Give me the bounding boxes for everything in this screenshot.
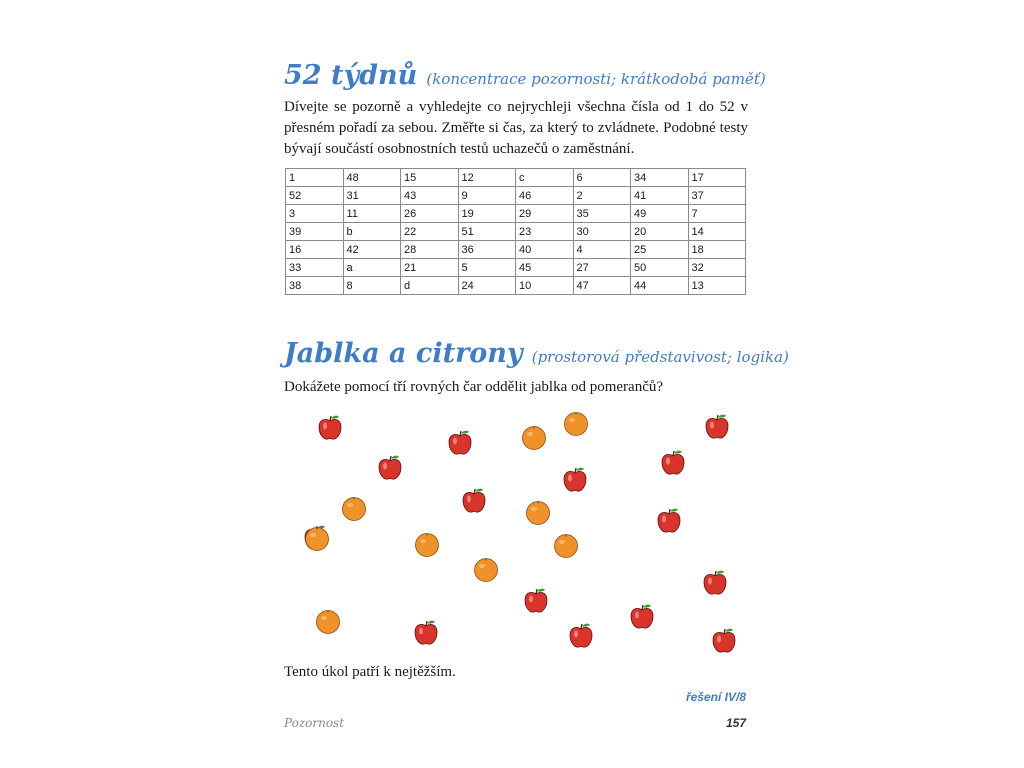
table-cell: 48 <box>343 169 401 187</box>
table-cell: 8 <box>343 277 401 295</box>
table-cell: 3 <box>286 205 344 223</box>
table-cell: 14 <box>688 223 746 241</box>
table-cell: 37 <box>688 187 746 205</box>
table-cell: 45 <box>516 259 574 277</box>
table-cell: 2 <box>573 187 631 205</box>
table-row <box>286 169 746 187</box>
table-cell: 25 <box>631 241 689 259</box>
table-cell: 6 <box>573 169 631 187</box>
section-title-52-tydnu <box>284 62 766 89</box>
page-number: 157 <box>725 716 746 730</box>
apple-icon <box>700 568 730 598</box>
section-title-main: Jablka a citrony <box>284 338 523 369</box>
table-cell: 19 <box>458 205 516 223</box>
table-cell: d <box>401 277 459 295</box>
table-cell: 33 <box>286 259 344 277</box>
table-cell: 18 <box>688 241 746 259</box>
chapter-title: Pozornost <box>284 716 345 730</box>
apple-icon <box>566 621 596 651</box>
apple-icon <box>459 486 489 516</box>
table-cell: a <box>343 259 401 277</box>
table-cell: 42 <box>343 241 401 259</box>
table-cell: 35 <box>573 205 631 223</box>
instructions-paragraph: Dívejte se pozorně a vyhledejte co nejrychleji všechna čísla od 1 do 52 v přesném pořadí za sebou. Změřte si čas, za který to zvládnete. Podobné testy bývají součástí osobnostních testů uchazečů o zaměstnání. <box>284 99 748 157</box>
table-cell: 20 <box>631 223 689 241</box>
table-cell: 40 <box>516 241 574 259</box>
table-cell: 31 <box>343 187 401 205</box>
orange-icon <box>339 493 369 523</box>
apple-icon <box>658 448 688 478</box>
table-cell: c <box>516 169 574 187</box>
table-cell: 51 <box>458 223 516 241</box>
section-title-jablka-a-citrony <box>284 340 789 367</box>
table-cell: 17 <box>688 169 746 187</box>
table-cell: 26 <box>401 205 459 223</box>
table-row <box>286 277 746 295</box>
puzzle-question: Dokážete pomocí tří rovných čar oddělit jablka od pomerančů? <box>284 379 664 395</box>
apple-icon <box>445 428 475 458</box>
table-cell: 16 <box>286 241 344 259</box>
table-cell: 22 <box>401 223 459 241</box>
table-cell: 10 <box>516 277 574 295</box>
orange-icon <box>561 408 591 438</box>
table-cell: 32 <box>688 259 746 277</box>
table-row <box>286 205 746 223</box>
apple-icon <box>702 412 732 442</box>
table-cell: 36 <box>458 241 516 259</box>
table-row <box>286 187 746 205</box>
section-title-subtitle: (koncentrace pozornosti; krátkodobá paměť) <box>426 70 766 88</box>
table-cell: 34 <box>631 169 689 187</box>
table-cell: 12 <box>458 169 516 187</box>
solution-reference: řešení IV/8 <box>685 690 746 704</box>
apple-icon <box>627 602 657 632</box>
number-grid <box>285 168 746 295</box>
table-cell: 11 <box>343 205 401 223</box>
table-cell: 23 <box>516 223 574 241</box>
table-cell: 46 <box>516 187 574 205</box>
table-cell: 49 <box>631 205 689 223</box>
apple-icon <box>411 618 441 648</box>
apple-icon <box>560 465 590 495</box>
section-title-main: 52 týdnů <box>284 60 418 91</box>
table-cell: 38 <box>286 277 344 295</box>
apple-icon <box>375 453 405 483</box>
apple-icon <box>315 413 345 443</box>
table-cell: 1 <box>286 169 344 187</box>
table-cell: 28 <box>401 241 459 259</box>
orange-icon <box>551 530 581 560</box>
difficulty-note: Tento úkol patří k nejtěžším. <box>284 664 456 680</box>
orange-icon <box>471 554 501 584</box>
table-row <box>286 259 746 277</box>
apple-icon <box>654 506 684 536</box>
orange-icon <box>302 523 332 553</box>
table-cell: 47 <box>573 277 631 295</box>
table-cell: 13 <box>688 277 746 295</box>
orange-icon <box>313 606 343 636</box>
table-cell: 50 <box>631 259 689 277</box>
table-cell: 24 <box>458 277 516 295</box>
table-row <box>286 241 746 259</box>
table-cell: 52 <box>286 187 344 205</box>
table-cell: 30 <box>573 223 631 241</box>
table-cell: 27 <box>573 259 631 277</box>
orange-icon <box>519 422 549 452</box>
table-cell: 5 <box>458 259 516 277</box>
table-cell: 29 <box>516 205 574 223</box>
table-cell: b <box>343 223 401 241</box>
table-cell: 39 <box>286 223 344 241</box>
table-cell: 15 <box>401 169 459 187</box>
table-cell: 9 <box>458 187 516 205</box>
table-cell: 7 <box>688 205 746 223</box>
table-cell: 4 <box>573 241 631 259</box>
table-cell: 21 <box>401 259 459 277</box>
apple-icon <box>521 586 551 616</box>
orange-icon <box>523 497 553 527</box>
orange-icon <box>412 529 442 559</box>
table-cell: 41 <box>631 187 689 205</box>
apple-icon <box>709 626 739 656</box>
section-title-subtitle: (prostorová představivost; logika) <box>531 348 789 366</box>
table-cell: 44 <box>631 277 689 295</box>
table-cell: 43 <box>401 187 459 205</box>
table-row <box>286 223 746 241</box>
